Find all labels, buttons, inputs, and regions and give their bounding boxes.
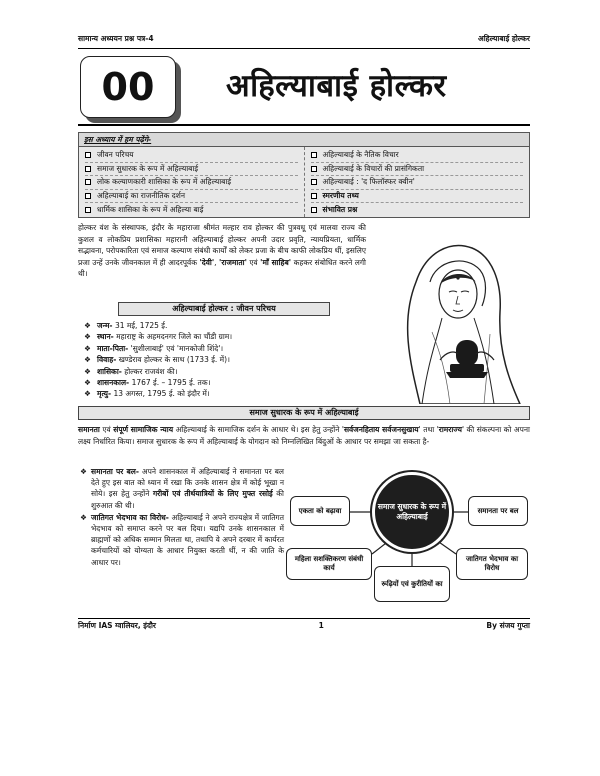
chapter-number: 00 (101, 65, 155, 109)
topic-item: स्मरणीय तथ्य (311, 190, 524, 204)
topic-item: अहिल्याबाई : 'द फिलॉस्फर क्वीन' (311, 176, 524, 190)
topic-item: जीवन परिचय (85, 149, 298, 163)
topic-item: अहिल्याबाई का राजनीतिक दर्शन (85, 190, 298, 204)
checkbox-icon (85, 207, 91, 213)
diamond-bullet-icon: ❖ (84, 355, 91, 365)
bio-item: ❖ मृत्यु- 13 अगस्त, 1795 ई. को इंदौर में। (84, 389, 210, 399)
diagram-node: समानता पर बल (468, 496, 528, 526)
diagram-node: जातिगत भेदभाव का विरोध (456, 548, 528, 580)
diagram-node: एकता को बढ़ावा (290, 496, 350, 526)
topics-heading: इस अध्याय में हम पढ़ेंगे- (79, 133, 529, 147)
diagram-center-node: समाज सुधारक के रूप में अहिल्याबाई (372, 472, 452, 552)
running-header (78, 34, 530, 48)
ahilyabai-portrait-illustration (370, 222, 532, 404)
checkbox-icon (311, 166, 317, 172)
diamond-bullet-icon: ❖ (80, 512, 87, 522)
social-intro-paragraph: समानता एवं संपूर्ण सामाजिक न्याय अहिल्याबाई के सामाजिक दर्शन के आधार थे। इस हेतु उन्होंने 'सर्वजनहिताय सर्वजनसुखाय' तथा 'रामराज्य' की संकल्पना को अपना लक्ष्य निर्धारित किया। समाज सुधारक के रूप में अहिल्याबाई के योगदान को निम्नलिखित बिंदुओं के आधार पर समझा जा सकता है- (78, 425, 530, 446)
chapter-number-box (80, 56, 176, 118)
checkbox-icon (85, 166, 91, 172)
checkbox-icon (311, 207, 317, 213)
checkbox-icon (311, 179, 317, 185)
footer-left: निर्माण IAS ग्वालियर, इंदौर (78, 621, 156, 630)
list-item: ❖ जातिगत भेदभाव का विरोध- अहिल्याबाई ने अपने राज्यक्षेत्र में जातिगत भेदभाव को समाप्त करने पर बल दिया। यद्यपि उनके शासनकाल में ब्राह्मणों को अधिक सम्मान मिलता था, तथापि वे अपने दरबार में कार्यरत कर्मचारियों को योग्यता के आधार नियुक्त करती थीं, न की जाति के आधार पर। (80, 512, 284, 567)
checkbox-icon (311, 193, 317, 199)
bio-item: ❖ विवाह- खण्डेराव होल्कर के साथ (1733 ई. में)। (84, 355, 230, 365)
header-rule (78, 48, 530, 49)
social-reformer-diagram (286, 470, 532, 620)
topic-item: समाज सुधारक के रूप में अहिल्याबाई (85, 163, 298, 177)
diamond-bullet-icon: ❖ (84, 343, 91, 353)
footer-rule (78, 618, 530, 619)
diagram-node: महिला सशक्तिकरण संबंधी कार्य (286, 548, 372, 580)
list-item: ❖ समानता पर बल- अपने शासनकाल में अहिल्याबाई ने समानता पर बल देते हुए इस बात को ध्यान में रखा कि उनके शासन क्षेत्र में कोई भूखा न सोये। इस हेतु उन्होंने गरीबों एवं तीर्थयात्रियों के लिए मुफ्त रसोई की शुरुआत की थी। (80, 467, 284, 510)
social-section-title: समाज सुधारक के रूप में अहिल्याबाई (78, 406, 530, 420)
diamond-bullet-icon: ❖ (84, 377, 91, 387)
bio-item: ❖ शासनकाल- 1767 ई. – 1795 ई. तक। (84, 377, 211, 387)
bio-list (84, 320, 364, 400)
diamond-bullet-icon: ❖ (84, 321, 91, 330)
topics-box (78, 132, 530, 218)
topic-item: संभावित प्रश्न (311, 203, 524, 217)
bio-section-title: अहिल्याबाई होल्कर : जीवन परिचय (118, 302, 330, 316)
footer (78, 621, 530, 631)
checkbox-icon (85, 179, 91, 185)
diamond-bullet-icon: ❖ (84, 332, 91, 342)
checkbox-icon (311, 152, 317, 158)
page-number: 1 (318, 621, 324, 630)
topic-item: धार्मिक शासिका के रूप में अहिल्या बाई (85, 203, 298, 217)
bio-item: ❖ माता-पिता- 'सुशीलाबाई' एवं 'मानकोजी शिंदे'। (84, 343, 224, 353)
diamond-bullet-icon: ❖ (80, 467, 87, 476)
bio-item: ❖ जन्म- 31 मई, 1725 ई. (84, 321, 168, 330)
topic-item: लोक कल्याणकारी शासिका के रूप में अहिल्याबाई (85, 176, 298, 190)
intro-paragraph: होल्कर वंश के संस्थापक, इंदौर के महाराजा श्रीमंत मल्हार राव होल्कर की पुत्रवधू एवं मालवा राज्य की कुशल व लोकप्रिय प्रशासिका महारानी अहिल्याबाई होल्कर अपनी उदार प्रवृति, न्यायप्रियता, धार्मिक सद्भावना, परोपकारिता एवं समाज कल्याण संबंधी कार्यों को लेकर प्रजा के बीच काफी लोकप्रिय थीं, इसलिए प्रजा उन्हें उनके जीवनकाल में ही आदरपूर्वक 'देवी', 'राजमाता' एवं 'माँ साहिब' कहकर संबोधित करने लगी थी। (78, 223, 366, 279)
diamond-bullet-icon: ❖ (84, 366, 91, 376)
header-left: सामान्य अध्ययन प्रश्न पत्र-4 (78, 34, 154, 43)
footer-author: By संजय गुप्ता (486, 621, 530, 630)
topic-item: अहिल्याबाई के नैतिक विचार (311, 149, 524, 163)
title-rule (78, 124, 530, 126)
bio-item: ❖ शासिका- होल्कर राजवंश की। (84, 366, 178, 376)
chapter-title: अहिल्याबाई होल्कर (226, 68, 447, 104)
header-right: अहिल्याबाई होल्कर (477, 34, 530, 43)
diamond-bullet-icon: ❖ (84, 389, 91, 399)
checkbox-icon (85, 193, 91, 199)
diagram-node: रूढ़ियों एवं कुरीतियों का (374, 566, 450, 602)
topic-item: अहिल्याबाई के विचारों की प्रासंगिकता (311, 163, 524, 177)
bio-item: ❖ स्थान- महाराष्ट्र के अहमदनगर जिले का चौंडी ग्राम। (84, 332, 233, 342)
topics-left-column (79, 147, 304, 217)
topics-right-column (304, 147, 530, 217)
social-points (80, 466, 284, 569)
checkbox-icon (85, 152, 91, 158)
